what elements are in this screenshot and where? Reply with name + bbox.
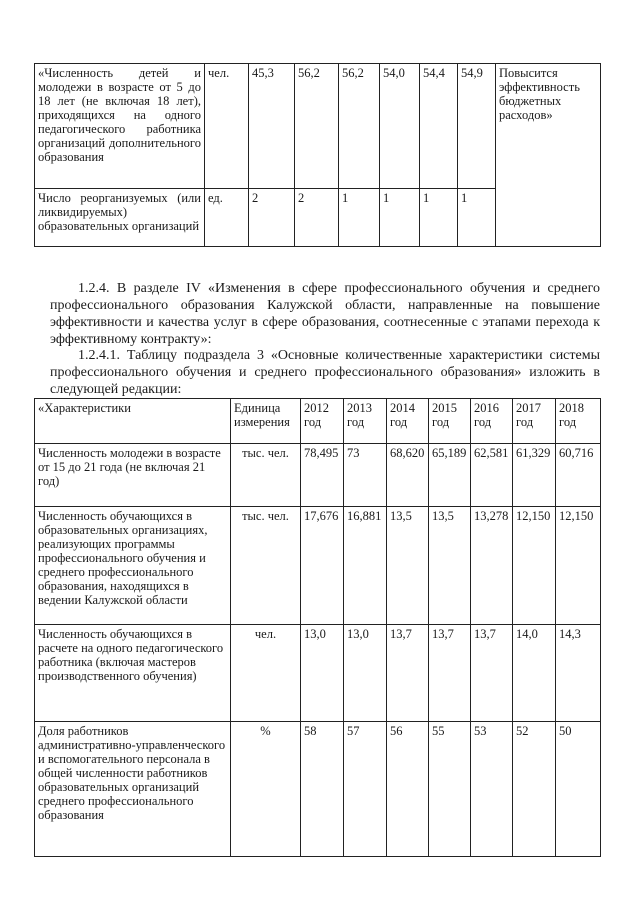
value-cell: 78,495 — [301, 444, 344, 507]
value-cell: 56 — [387, 722, 429, 857]
value-cell: 60,716 — [556, 444, 601, 507]
value-cell: 61,329 — [513, 444, 556, 507]
value-cell: 13,7 — [471, 625, 513, 722]
table-2 — [34, 398, 601, 857]
value-cell: 56,2 — [339, 64, 380, 189]
value-cell: 13,7 — [429, 625, 471, 722]
unit-cell: тыс. чел. — [231, 507, 301, 625]
header-year: 2012 год — [301, 399, 344, 444]
header-year: 2018 год — [556, 399, 601, 444]
unit-cell: тыс. чел. — [231, 444, 301, 507]
value-cell: 58 — [301, 722, 344, 857]
value-cell: 56,2 — [295, 64, 339, 189]
value-cell: 2 — [295, 189, 339, 247]
value-cell: 14,0 — [513, 625, 556, 722]
value-cell: 65,189 — [429, 444, 471, 507]
value-cell: 55 — [429, 722, 471, 857]
value-cell: 73 — [344, 444, 387, 507]
header-year: 2017 год — [513, 399, 556, 444]
value-cell: 13,278 — [471, 507, 513, 625]
table-row — [35, 444, 601, 507]
table-row — [35, 625, 601, 722]
unit-cell: чел. — [231, 625, 301, 722]
header-year: 2015 год — [429, 399, 471, 444]
table-row — [35, 507, 601, 625]
value-cell: 54,0 — [380, 64, 420, 189]
table-row — [35, 64, 601, 189]
value-cell: 12,150 — [513, 507, 556, 625]
value-cell: 1 — [420, 189, 458, 247]
value-cell: 17,676 — [301, 507, 344, 625]
value-cell: 14,3 — [556, 625, 601, 722]
value-cell: 62,581 — [471, 444, 513, 507]
value-cell: 13,7 — [387, 625, 429, 722]
value-cell: 13,5 — [429, 507, 471, 625]
row-label: Число реорганизуемых (или ликвидируемых) образовательных организаций — [35, 189, 205, 247]
value-cell: 13,0 — [301, 625, 344, 722]
paragraph-1-2-4: 1.2.4. В разделе IV «Изменения в сфере профессионального обучения и среднего профессионального образования Калужской области, направленные на повышение эффективности и качества услуг в сфере образования, соотнесенные с этапами перехода к эффективному контракту»: — [50, 281, 600, 347]
value-cell: 68,620 — [387, 444, 429, 507]
value-cell: 54,4 — [420, 64, 458, 189]
header-year: 2016 год — [471, 399, 513, 444]
table-header-row — [35, 399, 601, 444]
row-label: Численность обучающихся в образовательных организациях, реализующих программы профессионального обучения и среднего профессионального образования, находящихся в ведении Калужской области — [35, 507, 231, 625]
value-cell: 12,150 — [556, 507, 601, 625]
row-label: «Численность детей и молодежи в возрасте от 5 до 18 лет (не включая 18 лет), приходящихся на одного педагогического работника организаций дополнительного образования — [35, 64, 205, 189]
value-cell: 1 — [380, 189, 420, 247]
value-cell: 16,881 — [344, 507, 387, 625]
header-year: 2014 год — [387, 399, 429, 444]
table-1 — [34, 63, 601, 247]
row-label: Доля работников административно-управленческого и вспомогательного персонала в общей численности работников образовательных организаций среднего профессионального образования — [35, 722, 231, 857]
row-label: Численность обучающихся в расчете на одного педагогического работника (включая мастеров производственного обучения) — [35, 625, 231, 722]
paragraph-1-2-4-1: 1.2.4.1. Таблицу подраздела 3 «Основные количественные характеристики системы профессионального обучения и среднего профессионального образования» изложить в следующей редакции: — [50, 348, 600, 397]
value-cell: 52 — [513, 722, 556, 857]
result-cell: Повысится эффективность бюджетных расходов» — [496, 64, 601, 247]
value-cell: 1 — [339, 189, 380, 247]
value-cell: 53 — [471, 722, 513, 857]
value-cell: 13,0 — [344, 625, 387, 722]
value-cell: 57 — [344, 722, 387, 857]
value-cell: 13,5 — [387, 507, 429, 625]
unit-cell: ед. — [205, 189, 249, 247]
header-characteristic: «Характеристики — [35, 399, 231, 444]
value-cell: 1 — [458, 189, 496, 247]
value-cell: 2 — [249, 189, 295, 247]
header-unit: Единица измерения — [231, 399, 301, 444]
unit-cell: % — [231, 722, 301, 857]
row-label: Численность молодежи в возрасте от 15 до 21 года (не включая 21 год) — [35, 444, 231, 507]
value-cell: 50 — [556, 722, 601, 857]
table-row — [35, 722, 601, 857]
value-cell: 54,9 — [458, 64, 496, 189]
header-year: 2013 год — [344, 399, 387, 444]
unit-cell: чел. — [205, 64, 249, 189]
value-cell: 45,3 — [249, 64, 295, 189]
